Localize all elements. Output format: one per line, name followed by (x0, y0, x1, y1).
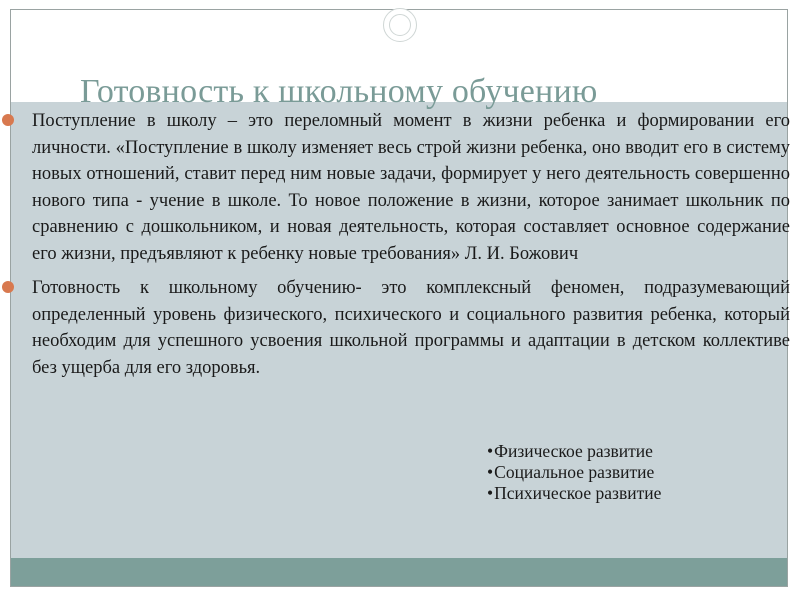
circle-ornament-icon (383, 8, 417, 42)
bullet-paragraph-2 (32, 275, 790, 381)
development-list (487, 441, 661, 504)
paragraph-text-2: Готовность к школьному обучению- это комплексный феномен, подразумевающий определенный уровень физического, психического и социального развития ребенка, который необходим для успешного усвоения школьной программы и адаптации в детском коллективе без ущерба для его здоровья. (32, 278, 790, 378)
bullet-dot-icon (2, 114, 14, 126)
list-item: • Физическое развитие (487, 441, 661, 462)
list-item: • Психическое развитие (487, 483, 661, 504)
slide-title: Готовность к школьному обучению (80, 73, 598, 110)
list-item: • Социальное развитие (487, 462, 661, 483)
bottom-band (11, 558, 787, 586)
bullet-paragraph-1 (32, 108, 790, 267)
body-text (32, 108, 790, 389)
paragraph-text-1: Поступление в школу – это переломный момент в жизни ребенка и формировании его личности. «Поступление в школу изменяет весь строй жизни ребенка, оно вводит его в систему новых отношений, ставит перед ним новые задачи, формирует у него деятельность совершенно нового типа - учение в школе. То новое положение в жизни, которое занимает школьник по сравнению с дошкольником, и новая деятельность, которая составляет основное содержание его жизни, предъявляют к ребенку новые требования» Л. И. Божович (32, 111, 790, 264)
bullet-dot-icon (2, 281, 14, 293)
